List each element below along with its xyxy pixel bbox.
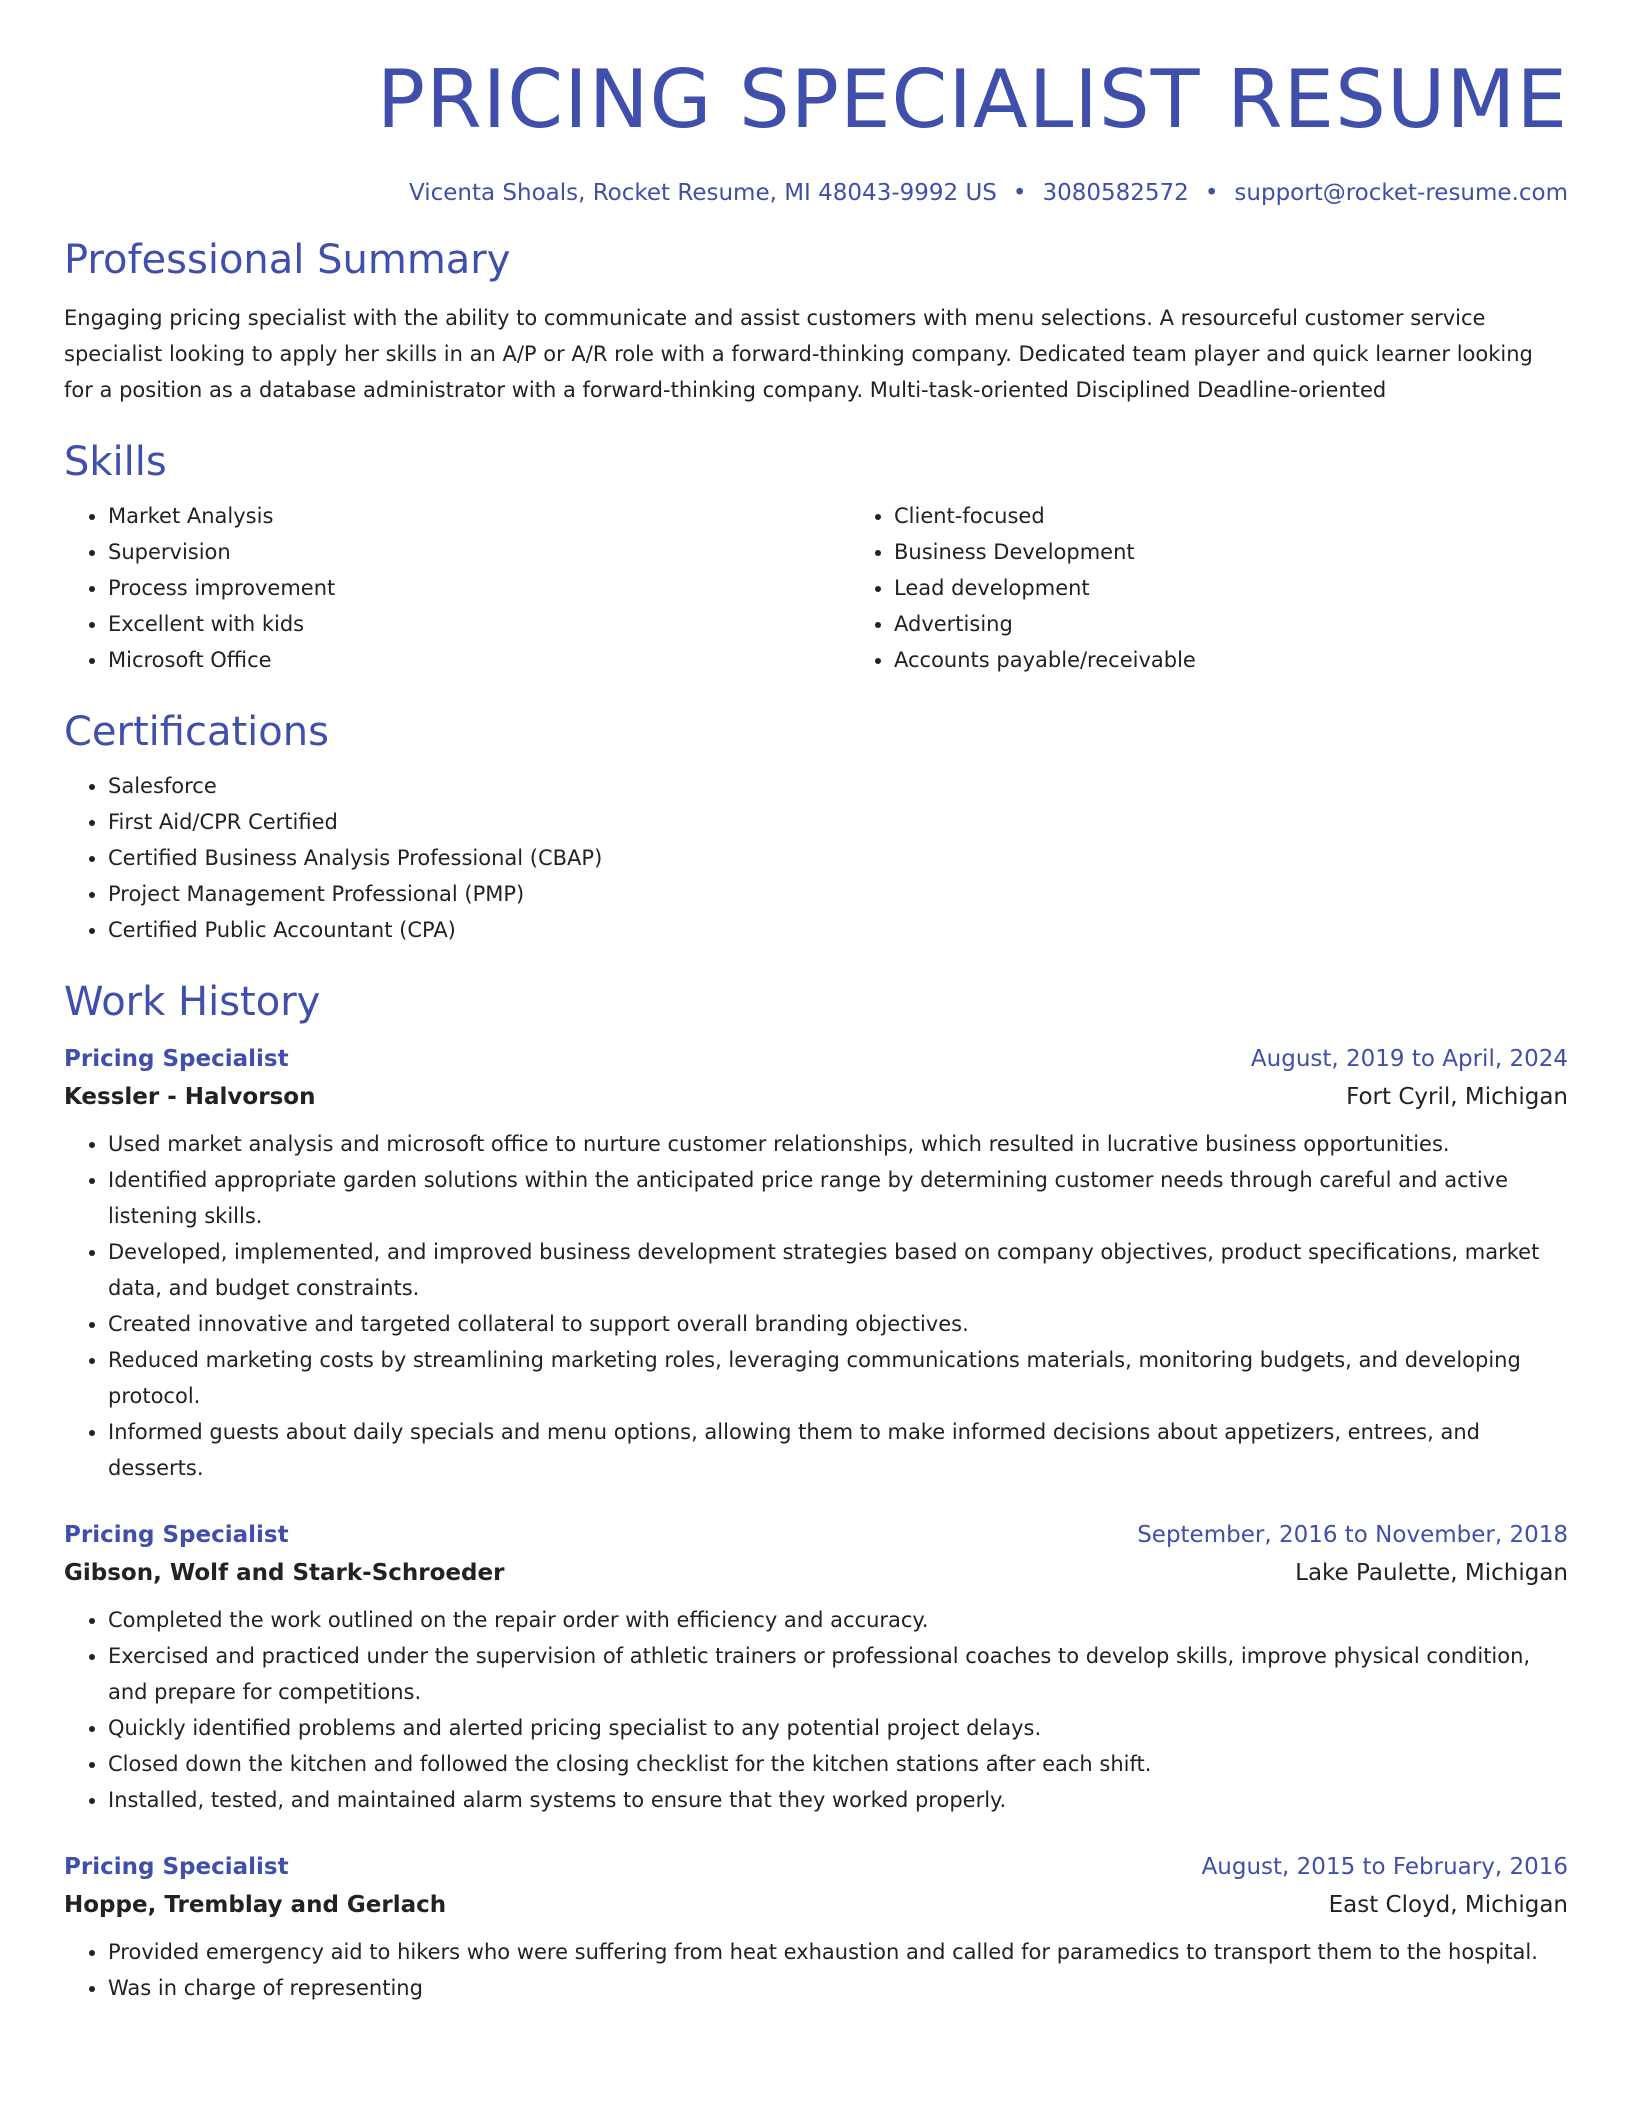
- job-company: Kessler - Halvorson: [64, 1084, 316, 1110]
- certification-item: • Certified Business Analysis Professional (CBAP): [108, 840, 1568, 876]
- skill-item: • Microsoft Office: [108, 642, 850, 678]
- job-company-row: [64, 1886, 1568, 1924]
- certifications-section: [64, 708, 1568, 948]
- job-duties-list: [64, 1602, 1568, 1818]
- job-company: Hoppe, Tremblay and Gerlach: [64, 1892, 447, 1918]
- job-title-row: [64, 1040, 1568, 1078]
- skills-heading: Skills: [64, 439, 167, 485]
- job-entry: [64, 1040, 1568, 1486]
- certifications-heading: Certifications: [64, 709, 329, 755]
- job-entry: [64, 1848, 1568, 2006]
- certifications-list: [64, 768, 1568, 948]
- certification-item: • Project Management Professional (PMP): [108, 876, 1568, 912]
- job-duty-item: • Completed the work outlined on the repair order with efficiency and accuracy.: [108, 1602, 1568, 1638]
- job-dates: August, 2015 to February, 2016: [1201, 1854, 1568, 1880]
- certification-item: • First Aid/CPR Certified: [108, 804, 1568, 840]
- skill-item: • Excellent with kids: [108, 606, 850, 642]
- job-duty-item: • Was in charge of representing: [108, 1970, 1568, 2006]
- summary-heading: Professional Summary: [64, 237, 511, 283]
- skill-item: • Business Development: [894, 534, 1632, 570]
- job-duties-list: [64, 1126, 1568, 1486]
- contact-address: Vicenta Shoals, Rocket Resume, MI 48043-9992 US: [408, 180, 997, 206]
- work-history-section: [64, 978, 1568, 2006]
- resume-title: PRICING SPECIALIST RESUME: [376, 53, 1568, 146]
- job-title: Pricing Specialist: [64, 1046, 289, 1072]
- skill-item: • Advertising: [894, 606, 1632, 642]
- contact-phone[interactable]: 3080582572: [1042, 180, 1189, 206]
- job-duty-item: • Created innovative and targeted collateral to support overall branding objectives.: [108, 1306, 1568, 1342]
- skill-item: • Client-focused: [894, 498, 1632, 534]
- job-dates: September, 2016 to November, 2018: [1137, 1522, 1568, 1548]
- certification-item: • Certified Public Accountant (CPA): [108, 912, 1568, 948]
- job-company-row: [64, 1078, 1568, 1116]
- job-duty-item: • Informed guests about daily specials and menu options, allowing them to make informed decisions about appetizers, entrees, and desserts.: [108, 1414, 1568, 1486]
- contact-email[interactable]: support@rocket-resume.com: [1234, 180, 1568, 206]
- job-title: Pricing Specialist: [64, 1522, 289, 1548]
- job-location: Fort Cyril, Michigan: [1346, 1084, 1568, 1110]
- job-duty-item: • Provided emergency aid to hikers who were suffering from heat exhaustion and called for paramedics to transport them to the hospital.: [108, 1934, 1568, 1970]
- work-history-heading: Work History: [64, 979, 321, 1025]
- job-location: East Cloyd, Michigan: [1328, 1892, 1568, 1918]
- job-duty-item: • Used market analysis and microsoft office to nurture customer relationships, which resulted in lucrative business opportunities.: [108, 1126, 1568, 1162]
- skill-item: • Supervision: [108, 534, 850, 570]
- summary-text: Engaging pricing specialist with the ability to communicate and assist customers with menu selections. A resourceful customer service specialist looking to apply her skills in an A/P or A/R role with a forward-thinking company. Dedicated team player and quick learner looking for a position as a database administrator with a forward-thinking company. Multi-task-oriented Disciplined Deadline-oriented: [64, 306, 1533, 402]
- job-dates: August, 2019 to April, 2024: [1250, 1046, 1568, 1072]
- job-title-row: [64, 1848, 1568, 1886]
- job-entry: [64, 1516, 1568, 1818]
- job-duty-item: • Quickly identified problems and alerted pricing specialist to any potential project delays.: [108, 1710, 1568, 1746]
- contact-separator: •: [1204, 180, 1219, 206]
- certification-item: • Salesforce: [108, 768, 1568, 804]
- job-title-row: [64, 1516, 1568, 1554]
- contact-separator: •: [1012, 180, 1027, 206]
- job-duties-list: [64, 1934, 1568, 2006]
- job-company-row: [64, 1554, 1568, 1592]
- job-duty-item: • Closed down the kitchen and followed the closing checklist for the kitchen stations after each shift.: [108, 1746, 1568, 1782]
- job-company: Gibson, Wolf and Stark-Schroeder: [64, 1560, 505, 1586]
- job-duty-item: • Reduced marketing costs by streamlining marketing roles, leveraging communications materials, monitoring budgets, and developing protocol.: [108, 1342, 1568, 1414]
- skills-section: [64, 438, 1568, 678]
- skill-item: • Lead development: [894, 570, 1632, 606]
- skill-item: • Market Analysis: [108, 498, 850, 534]
- skills-list-left: [64, 498, 850, 678]
- job-location: Lake Paulette, Michigan: [1295, 1560, 1568, 1586]
- skill-item: • Process improvement: [108, 570, 850, 606]
- summary-section: [64, 236, 1568, 408]
- job-duty-item: • Exercised and practiced under the supervision of athletic trainers or professional coaches to develop skills, improve physical condition, and prepare for competitions.: [108, 1638, 1568, 1710]
- job-duty-item: • Installed, tested, and maintained alarm systems to ensure that they worked properly.: [108, 1782, 1568, 1818]
- skill-item: • Accounts payable/receivable: [894, 642, 1632, 678]
- job-title: Pricing Specialist: [64, 1854, 289, 1880]
- job-duty-item: • Developed, implemented, and improved business development strategies based on company objectives, product specifications, market data, and budget constraints.: [108, 1234, 1568, 1306]
- skills-columns: [64, 486, 1568, 678]
- job-duty-item: • Identified appropriate garden solutions within the anticipated price range by determining customer needs through careful and active listening skills.: [108, 1162, 1568, 1234]
- contact-line: [64, 178, 1568, 208]
- resume-header: [64, 0, 1568, 208]
- skills-list-right: [850, 498, 1632, 678]
